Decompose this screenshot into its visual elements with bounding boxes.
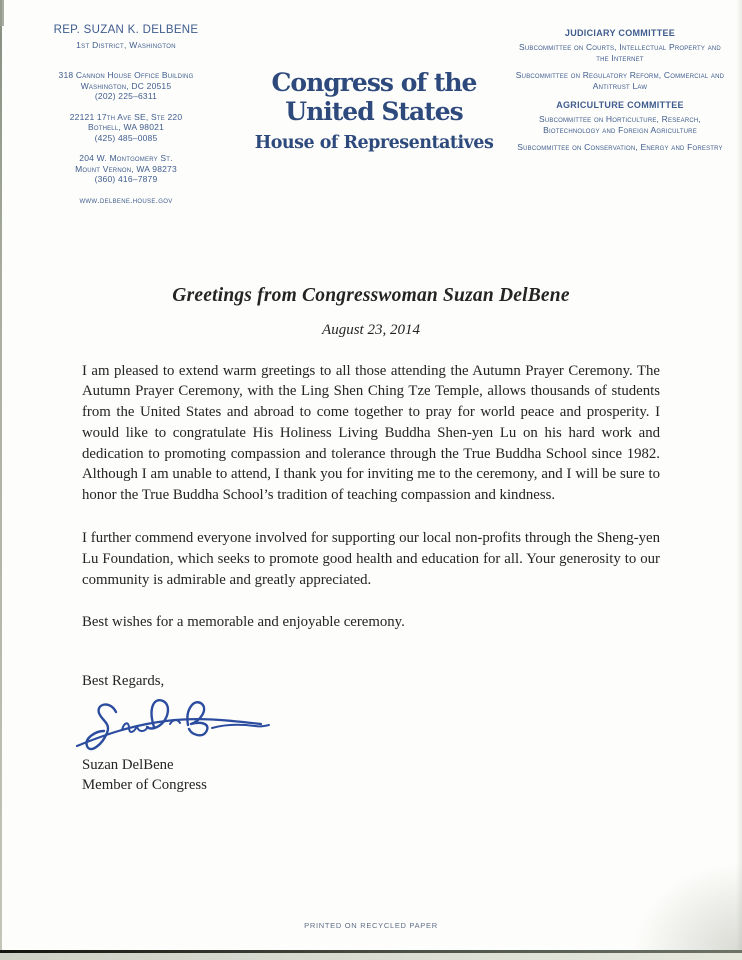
- office-line: 22121 17th Ave SE, Ste 220: [69, 111, 183, 122]
- subcommittee: Subcommittee on Conservation, Energy and Forestry: [517, 142, 723, 152]
- website-url: www.delbene.house.gov: [79, 194, 173, 205]
- office-line: Washington, DC 20515: [80, 80, 172, 91]
- letter-date: August 23, 2014: [322, 321, 420, 338]
- office-line: 318 Cannon House Office Building: [58, 70, 194, 80]
- handwritten-signature-icon: [74, 694, 274, 756]
- scan-shadow-bottom-right: [632, 862, 742, 952]
- letterhead-seal-column: [240, 24, 508, 205]
- rep-district: 1st District, Washington: [76, 40, 176, 50]
- letterhead: [0, 0, 742, 205]
- office-line: (360) 416–7879: [94, 174, 158, 184]
- subcommittee: Subcommittee on Courts, Intellectual Property and the Internet: [519, 42, 721, 63]
- office-line: (425) 485–0085: [94, 132, 158, 143]
- recycled-paper-note: PRINTED ON RECYCLED PAPER: [304, 921, 438, 930]
- office-line: Mount Vernon, WA 98273: [75, 163, 177, 174]
- letter-body: [82, 285, 660, 796]
- scan-shadow-right: [736, 0, 742, 960]
- signature: [74, 694, 660, 756]
- committee-name-agriculture: AGRICULTURE COMMITTEE: [556, 100, 684, 110]
- paragraph-2: I further commend everyone involved for supporting our local non-profits through the Sheng-yen Lu Foundation, which seeks to promote good health and education for all. Your generosity to our community is admirable and greatly appreciated.: [82, 530, 660, 588]
- office-address-dc: [12, 70, 240, 102]
- committee-name-judiciary: JUDICIARY COMMITTEE: [564, 28, 676, 38]
- office-line: (202) 225–6311: [94, 91, 158, 101]
- scan-edge-bottom-fill: [0, 953, 742, 960]
- subcommittee: Subcommittee on Horticulture, Research, Biotechnology and Foreign Agriculture: [538, 114, 701, 135]
- closing-salutation: Best Regards,: [82, 673, 165, 690]
- signer-name: Suzan DelBene: [82, 757, 174, 774]
- letterhead-contact-column: [12, 24, 240, 205]
- letterhead-committees-column: [508, 24, 732, 205]
- congress-title: Congress of the United States: [271, 68, 477, 126]
- subcommittee: Subcommittee on Regulatory Reform, Commercial and Antitrust Law: [515, 70, 725, 91]
- office-line: Bothell, WA 98021: [87, 122, 165, 132]
- office-line: 204 W. Montgomery St.: [79, 153, 173, 163]
- scan-edge-left: [0, 0, 2, 950]
- paragraph-3: Best wishes for a memorable and enjoyable ceremony.: [82, 614, 405, 631]
- signer-title: Member of Congress: [82, 776, 207, 793]
- rep-name: REP. SUZAN K. DELBENE: [53, 24, 199, 36]
- scan-smudge-top-left: [0, 0, 4, 26]
- letter-title: Greetings from Congresswoman Suzan DelBene: [172, 284, 570, 306]
- chamber-title: House of Representatives: [254, 133, 494, 153]
- office-address-bothell: [12, 112, 240, 144]
- office-address-mount-vernon: [12, 153, 240, 185]
- paragraph-1: I am pleased to extend warm greetings to all those attending the Autumn Prayer Ceremony. The Autumn Prayer Ceremony, with the Ling Shen Ching Tze Temple, allows thousands of students from the United States and abroad to come together to pray for world peace and prosperity. I would like to congratulate His Holiness Living Buddha Shen-yen Lu on his hard work and dedication to promoting compassion and tolerance through the True Buddha School since 1982. Although I am unable to attend, I thank you for inviting me to the ceremony, and I will be sure to honor the True Buddha School’s tradition of teaching compassion and kindness.: [82, 362, 660, 504]
